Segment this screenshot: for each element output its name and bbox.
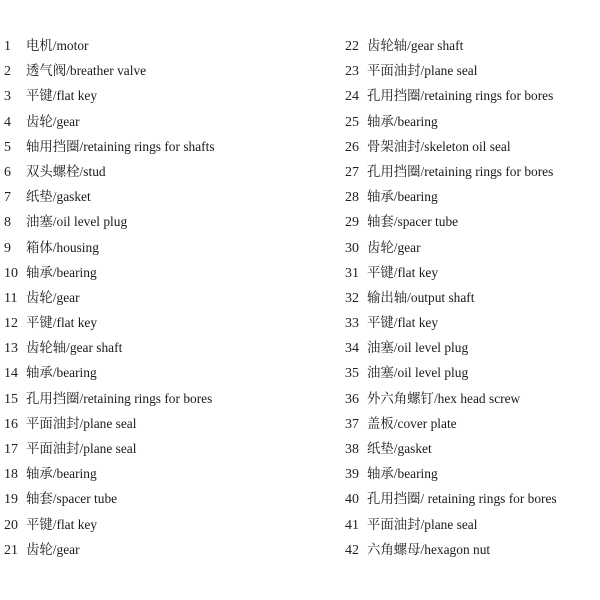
part-number: 32 xyxy=(345,290,359,306)
part-number: 38 xyxy=(345,442,359,457)
part-name: 轴承/bearing xyxy=(26,365,97,381)
part-name: 孔用挡圈/ retaining rings for bores xyxy=(367,491,557,507)
part-name: 透气阀/breather valve xyxy=(26,63,147,79)
part-row xyxy=(4,486,334,511)
part-name: 平键/flat key xyxy=(26,88,98,104)
part-name: 六角螺母/hexagon nut xyxy=(367,541,491,557)
part-row xyxy=(345,386,597,411)
part-number: 22 xyxy=(345,39,359,54)
part-row xyxy=(4,184,334,209)
part-row xyxy=(345,461,597,486)
part-row xyxy=(4,461,334,486)
part-row xyxy=(345,260,597,285)
part-number: 21 xyxy=(4,542,18,558)
part-number: 29 xyxy=(345,215,359,231)
part-name: 轴承/bearing xyxy=(367,189,438,205)
part-number: 31 xyxy=(345,265,359,281)
part-name: 平键/flat key xyxy=(367,264,439,280)
part-row xyxy=(4,83,334,108)
part-row xyxy=(345,134,597,159)
part-name: 轴用挡圈/retaining rings for shafts xyxy=(26,138,215,154)
part-name: 平面油封/plane seal xyxy=(26,441,137,456)
part-name: 纸垫/gasket xyxy=(367,441,432,456)
part-row xyxy=(4,235,334,260)
part-name: 骨架油封/skeleton oil seal xyxy=(367,138,511,154)
part-name: 平面油封/plane seal xyxy=(26,415,137,431)
part-number: 28 xyxy=(345,190,359,206)
part-number: 3 xyxy=(4,89,11,105)
part-number: 5 xyxy=(4,139,11,155)
part-name: 箱体/housing xyxy=(26,239,99,255)
part-row xyxy=(345,285,597,310)
part-number: 35 xyxy=(345,366,359,382)
part-name: 轴承/bearing xyxy=(367,113,438,129)
part-row xyxy=(4,285,334,310)
part-number: 34 xyxy=(345,341,359,357)
part-row xyxy=(345,537,597,562)
part-row xyxy=(345,184,597,209)
part-number: 4 xyxy=(4,114,11,130)
part-row xyxy=(4,436,334,461)
part-number: 15 xyxy=(4,391,18,407)
part-name: 齿轮轴/gear shaft xyxy=(26,340,123,356)
part-number: 42 xyxy=(345,542,359,558)
part-row xyxy=(345,486,597,511)
part-row xyxy=(345,235,597,260)
part-number: 8 xyxy=(4,215,11,231)
part-name: 齿轮轴/gear shaft xyxy=(367,38,464,53)
part-number: 24 xyxy=(345,89,359,105)
part-number: 9 xyxy=(4,240,11,256)
part-name: 齿轮/gear xyxy=(367,239,421,255)
part-name: 平面油封/plane seal xyxy=(367,516,478,532)
part-number: 41 xyxy=(345,517,359,533)
part-number: 33 xyxy=(345,316,359,332)
part-name: 外六角螺钉/hex head screw xyxy=(367,390,521,406)
part-number: 26 xyxy=(345,139,359,155)
part-row xyxy=(345,411,597,436)
part-name: 油塞/oil level plug xyxy=(367,365,469,381)
part-row xyxy=(4,209,334,234)
part-name: 轴承/bearing xyxy=(26,466,97,482)
part-name: 齿轮/gear xyxy=(26,541,80,557)
part-name: 平键/flat key xyxy=(26,516,98,532)
part-row xyxy=(345,58,597,83)
part-name: 油塞/oil level plug xyxy=(367,340,469,356)
parts-list-right-column xyxy=(345,33,597,562)
part-number: 39 xyxy=(345,467,359,483)
part-row xyxy=(345,209,597,234)
part-row xyxy=(345,83,597,108)
part-name: 盖板/cover plate xyxy=(367,415,457,431)
part-name: 平键/flat key xyxy=(367,315,439,331)
part-name: 纸垫/gasket xyxy=(26,189,91,205)
part-name: 轴承/bearing xyxy=(26,264,97,280)
part-row xyxy=(4,512,334,537)
part-row xyxy=(4,360,334,385)
part-name: 孔用挡圈/retaining rings for bores xyxy=(367,88,554,104)
part-number: 30 xyxy=(345,240,359,256)
part-name: 齿轮/gear xyxy=(26,289,80,305)
part-number: 14 xyxy=(4,366,18,382)
part-name: 轴套/spacer tube xyxy=(367,214,459,230)
part-row xyxy=(4,134,334,159)
part-name: 孔用挡圈/retaining rings for bores xyxy=(26,390,213,406)
part-row xyxy=(4,33,334,58)
part-row xyxy=(4,386,334,411)
part-number: 17 xyxy=(4,442,18,457)
part-number: 19 xyxy=(4,492,18,508)
part-number: 27 xyxy=(345,164,359,180)
part-name: 轴承/bearing xyxy=(367,466,438,482)
part-row xyxy=(4,109,334,134)
part-number: 20 xyxy=(4,517,18,533)
part-row xyxy=(4,260,334,285)
part-row xyxy=(4,335,334,360)
part-number: 11 xyxy=(4,290,18,306)
part-number: 2 xyxy=(4,64,11,80)
part-row xyxy=(4,310,334,335)
part-row xyxy=(345,310,597,335)
part-name: 电机/motor xyxy=(26,38,89,53)
part-number: 12 xyxy=(4,316,18,332)
part-number: 40 xyxy=(345,492,359,508)
part-row xyxy=(4,411,334,436)
parts-list-left-column xyxy=(4,33,334,562)
part-number: 36 xyxy=(345,391,359,407)
part-name: 平面油封/plane seal xyxy=(367,63,478,79)
part-row xyxy=(4,537,334,562)
part-number: 23 xyxy=(345,64,359,80)
part-number: 1 xyxy=(4,39,11,54)
part-row xyxy=(345,159,597,184)
part-name: 轴套/spacer tube xyxy=(26,491,118,507)
part-row xyxy=(4,159,334,184)
part-number: 6 xyxy=(4,164,11,180)
part-number: 13 xyxy=(4,341,18,357)
part-row xyxy=(345,109,597,134)
part-number: 7 xyxy=(4,190,11,206)
part-row xyxy=(345,335,597,360)
part-row xyxy=(345,512,597,537)
part-row xyxy=(345,33,597,58)
part-name: 双头螺栓/stud xyxy=(26,163,106,179)
part-number: 18 xyxy=(4,467,18,483)
part-name: 输出轴/output shaft xyxy=(367,289,475,305)
part-name: 齿轮/gear xyxy=(26,113,80,129)
part-number: 25 xyxy=(345,114,359,130)
part-row xyxy=(345,436,597,461)
part-number: 16 xyxy=(4,416,18,432)
part-name: 油塞/oil level plug xyxy=(26,214,128,230)
part-name: 平键/flat key xyxy=(26,315,98,331)
part-number: 10 xyxy=(4,265,18,281)
part-name: 孔用挡圈/retaining rings for bores xyxy=(367,163,554,179)
part-row xyxy=(4,58,334,83)
part-row xyxy=(345,360,597,385)
part-number: 37 xyxy=(345,416,359,432)
